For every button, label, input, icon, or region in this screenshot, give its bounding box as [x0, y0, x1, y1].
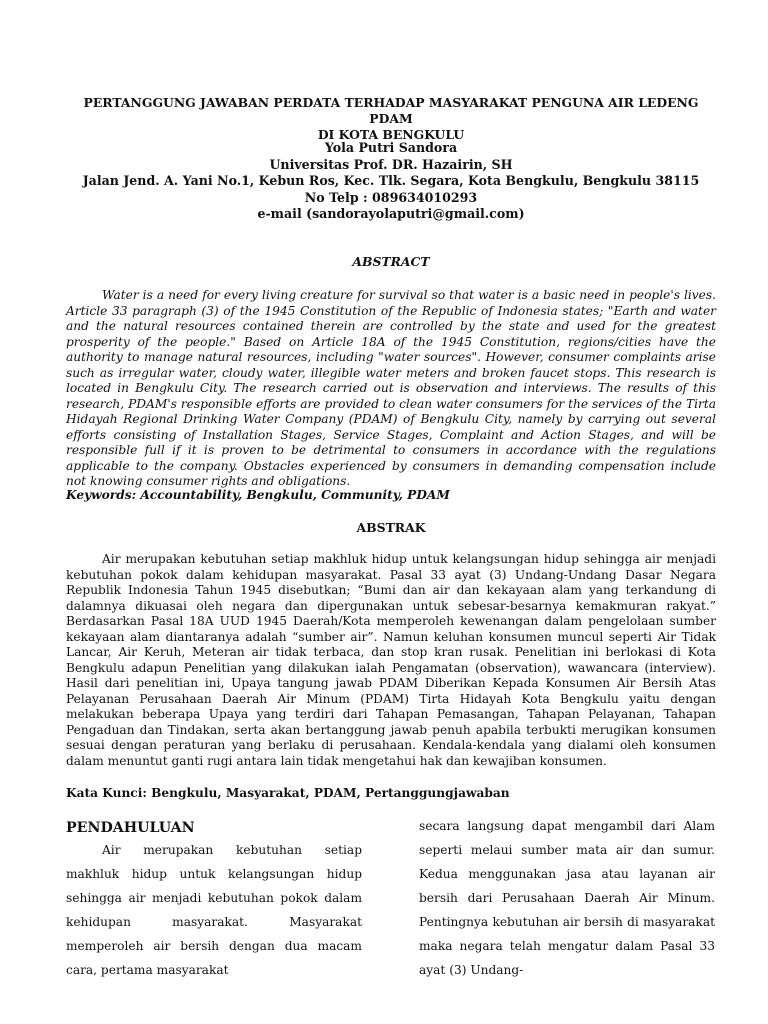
abstract-body [66, 288, 716, 490]
abstract-heading: ABSTRACT [352, 254, 430, 269]
title-line-2: DI KOTA BENGKULU [317, 127, 465, 142]
abstrak-body [66, 552, 716, 769]
abstrak-paragraph: Air merupakan kebutuhan setiap makhluk hidup untuk kelangsungan hidup sehingga air menjadi kebutuhan pokok dalam kehidupan masyarakat. Pasal 33 ayat (3) Undang-Undang Dasar Negara Republik Indonesia Tahun 1945 disebutkan; “Bumi dan air dan kekayaan alam yang terkandung di dalamnya dikuasai oleh negara dan dipergunakan untuk sebesar-besarnya kemakmuran rakyat.” Berdasarkan Pasal 18A UUD 1945 Daerah/Kota memperoleh kewenangan dalam pengelolaan sumber kekayaan alam diantaranya adalah “sumber air”. Namun keluhan konsumen muncul seperti Air Tidak Lancar, Air Keruh, Meteran air tidak terbaca, dan stop kran rusak. Penelitian ini berlokasi di Kota Bengkulu adapun Penelitian yang dilakukan ialah Pengamatan (observation), wawancara (interview). Hasil dari penelitian ini, Upaya tangung jawab PDAM Diberikan Kepada Konsumen Air Bersih Atas Pelayanan Perusahaan Daerah Air Minum (PDAM) Tirta Hidayah Kota Bengkulu yaitu dengan melakukan beberapa Upaya yang terdiri dari Tahapan Pemasangan, Tahapan Pelayanan, Tahapan Pengaduan dan Tindakan, serta akan bertanggung jawab penuh apabila terbukti merugikan konsumen sesuai dengan peraturan yang berlaku di perusahaan. Kendala-kendala yang dialami oleh konsumen dalam menuntut ganti rugi antara lain tidak mengetahui hak dan kewajiban konsumen. [66, 552, 716, 768]
abstrak-heading: ABSTRAK [356, 520, 426, 535]
intro-right-column [419, 814, 715, 982]
intro-paragraph-right: secara langsung dapat mengambil dari Alam seperti melaui sumber mata air dan sumur. Kedua menggunakan jasa atau layanan air bersih dari Perusahaan Daerah Air Minum. Pentingnya kebutuhan air bersih di masyarakat maka negara telah mengatur dalam Pasal 33 ayat (3) Undang- [419, 819, 715, 977]
intro-paragraph-left: Air merupakan kebutuhan setiap makhluk hidup untuk kelangsungan hidup sehingga air menjadi kebutuhan pokok dalam kehidupan masyarakat. Masyarakat memperoleh air bersih dengan dua macam cara, pertama masyarakat [66, 843, 362, 977]
abstract-paragraph: Water is a need for every living creature for survival so that water is a basic need in people's lives. Article 33 paragraph (3) of the 1945 Constitution of the Republic of Indonesia states; "Earth and water and the natural resources contained therein are controlled by the state and used for the greatest prosperity of the people." Based on Article 18A of the 1945 Constitution, regions/cities have the authority to manage natural resources, including "water sources". However, consumer complaints arise such as irregular water, cloudy water, illegible water meters and broken faucet stops. This research is located in Bengkulu City. The research carried out is observation and interviews. The results of this research, PDAM's responsible efforts are provided to clean water consumers for the services of the Tirta Hidayah Regional Drinking Water Company (PDAM) of Bengkulu City, namely by carrying out several efforts consisting of Installation Stages, Service Stages, Complaint and Action Stages, and will be responsible full if it is proven to be detrimental to consumers in accordance with the regulations applicable to the company. Obstacles experienced by consumers in demanding compensation include not knowing consumer rights and obligations. [66, 288, 716, 488]
kata-kunci-line: Kata Kunci: Bengkulu, Masyarakat, PDAM, Pertanggungjawaban [66, 786, 510, 800]
author-block [66, 140, 716, 223]
author-phone: No Telp : 089634010293 [304, 189, 478, 205]
paper-title [66, 95, 716, 143]
author-address: Jalan Jend. A. Yani No.1, Kebun Ros, Kec. Tlk. Segara, Kota Bengkulu, Bengkulu 38115 [82, 173, 700, 189]
author-institution: Universitas Prof. DR. Hazairin, SH [269, 156, 513, 172]
author-name: Yola Putri Sandora [324, 140, 458, 155]
author-email: e-mail (sandorayolaputri@gmail.com) [257, 206, 525, 222]
keywords-line: Keywords: Accountability, Bengkulu, Community, PDAM [66, 488, 450, 502]
intro-left-column [66, 818, 362, 982]
title-line-1: PERTANGGUNG JAWABAN PERDATA TERHADAP MASYARAKAT PENGUNA AIR LEDENG PDAM [83, 95, 699, 126]
section-heading-pendahuluan: PENDAHULUAN [66, 820, 195, 836]
